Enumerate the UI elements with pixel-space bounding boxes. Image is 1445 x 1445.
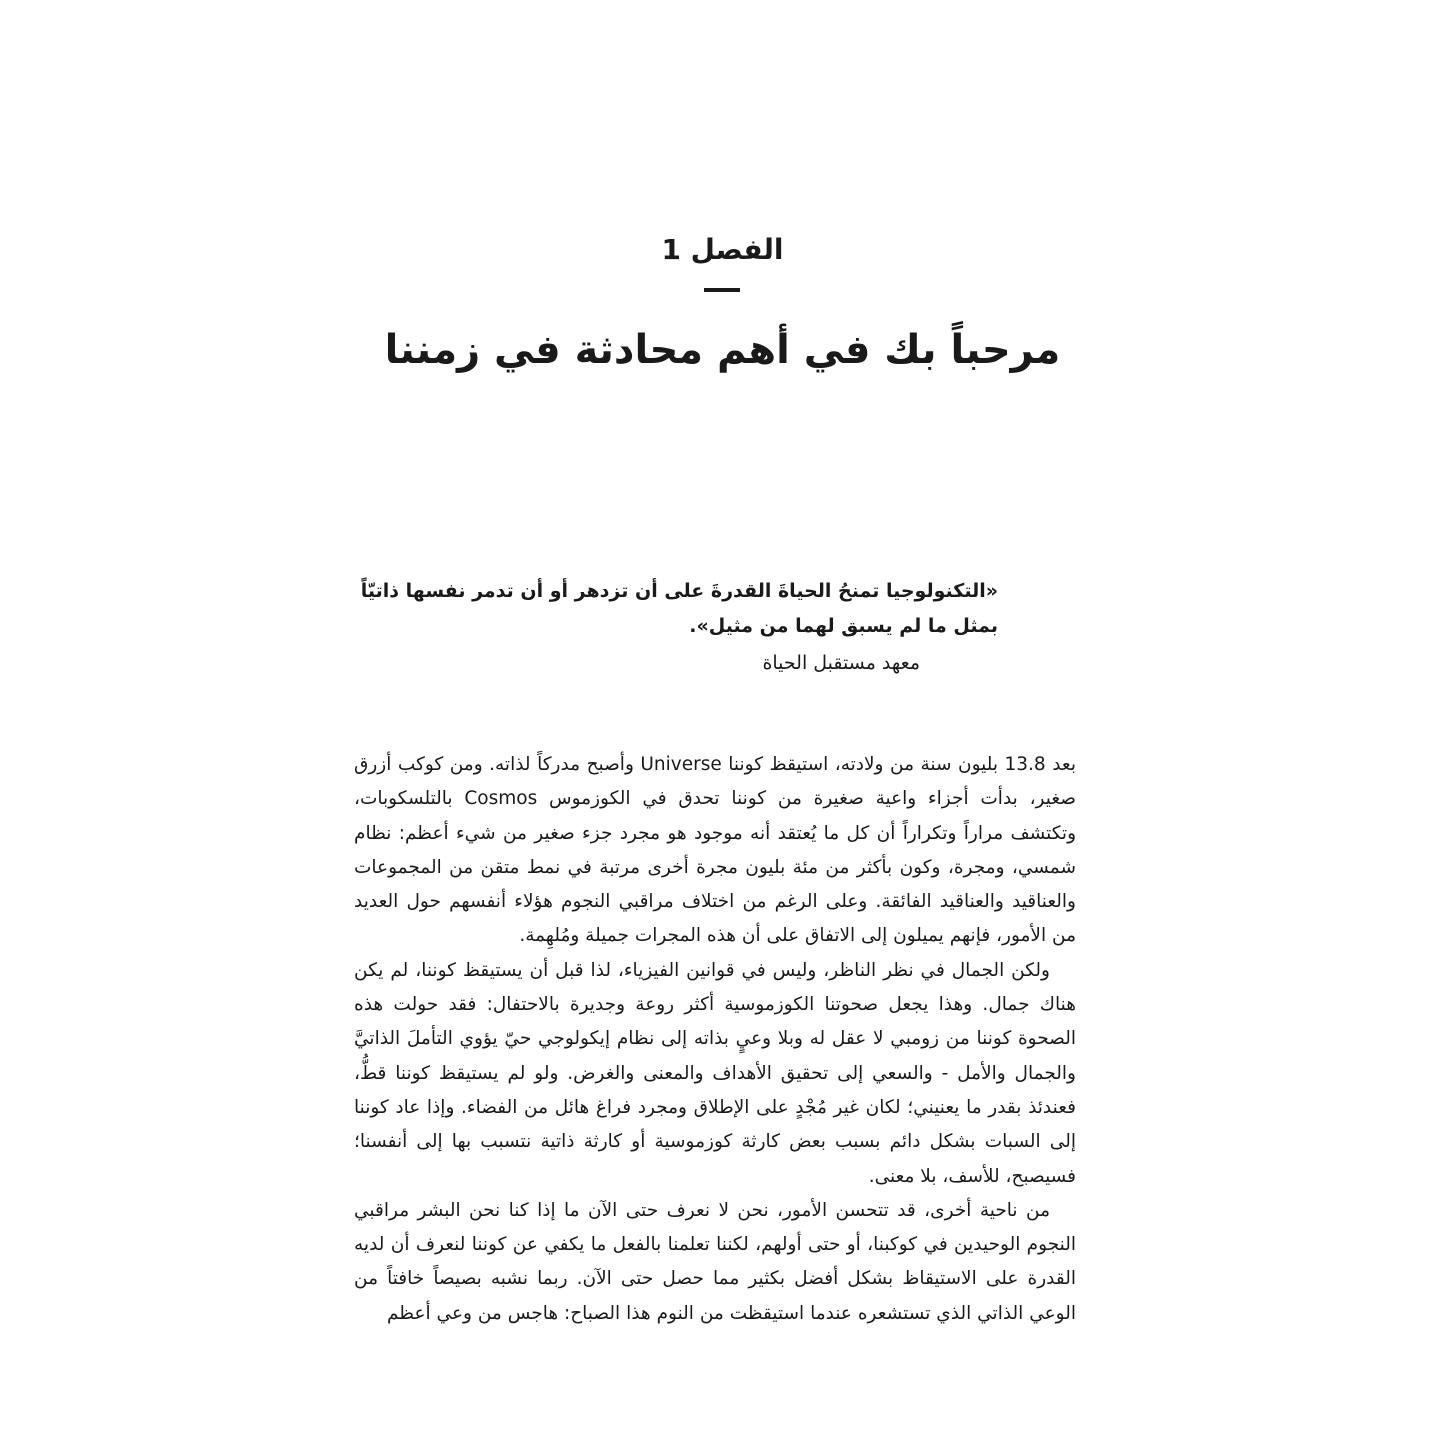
epigraph-source: معهد مستقبل الحياة xyxy=(762,652,920,674)
chapter-title: مرحباً بك في أهم محادثة في زمننا xyxy=(384,327,1061,373)
chapter-label: الفصل 1 xyxy=(661,233,784,266)
epigraph-quote: «التكنولوجيا تمنحُ الحياةَ القدرةَ على أن تزدهر أو أن تدمر نفسها ذاتيّاً بمثل ما لم يسبق لهما من مثيل». xyxy=(360,580,998,637)
body-paragraph: بعد 13.8 بليون سنة من ولادته، استيقظ كوننا Universe وأصبح مدركاً لذاته. ومن كوكب أزرق صغير، بدأت أجزاء واعية صغيرة من كوننا تحدق في الكوزموس Cosmos بالتلسكوبات، وتكتشف مراراً وتكراراً أن كل ما يُعتقد أنه موجود هو مجرد جزء صغير من شيء أعظم: نظام شمسي، ومجرة، وكون بأكثر من مئة بليون مجرة أخرى مرتبة في نمط متقن من المجموعات والعناقيد والعناقيد الفائقة. وعلى الرغم من اختلاف مراقبي النجوم هؤلاء أنفسهم حول العديد من الأمور، فإنهم يميلون إلى الاتفاق على أن هذه المجرات جميلة ومُلهِمة. xyxy=(354,754,1076,947)
chapter-divider xyxy=(704,288,740,292)
body-paragraph: من ناحية أخرى، قد تتحسن الأمور، نحن لا نعرف حتى الآن ما إذا كنا نحن البشر مراقبي النجوم الوحيدين في كوكبنا، أو حتى أولهم، لكننا تعلمنا بالفعل ما يكفي عن كوننا لنعرف أن لديه القدرة على الاستيقاظ بشكل أفضل بكثير مما حصل حتى الآن. ربما نشبه بصيصاً خافتاً من الوعي الذاتي الذي تستشعره عندما استيقظت من النوم هذا الصباح: هاجس من وعي أعظم xyxy=(354,1199,1076,1324)
body-paragraph: ولكن الجمال في نظر الناظر، وليس في قوانين الفيزياء، لذا قبل أن يستيقظ كوننا، لم يكن هناك جمال. وهذا يجعل صحوتنا الكوزموسية أكثر روعة وجديرة بالاحتفال: فقد حولت هذه الصحوة كوننا من زومبي لا عقل له وبلا وعيٍ بذاته إلى نظام إيكولوجي حيّ يؤوي التأملَ الذاتيَّ والجمال والأمل - والسعي إلى تحقيق الأهداف والمعنى والغرض. ولو لم يستيقظ كوننا قطُّ، فعندئذ بقدر ما يعنيني؛ لكان غير مُجْدٍ على الإطلاق ومجرد فراغ هائل من الفضاء. وإذا عاد كوننا إلى السبات بشكل دائم بسبب بعض كارثة كوزموسية أو كارثة ذاتية نتسبب بها إلى أنفسنا؛ فسيصبح، للأسف، بلا معنى. xyxy=(354,959,1076,1187)
body-text xyxy=(354,748,1076,1331)
